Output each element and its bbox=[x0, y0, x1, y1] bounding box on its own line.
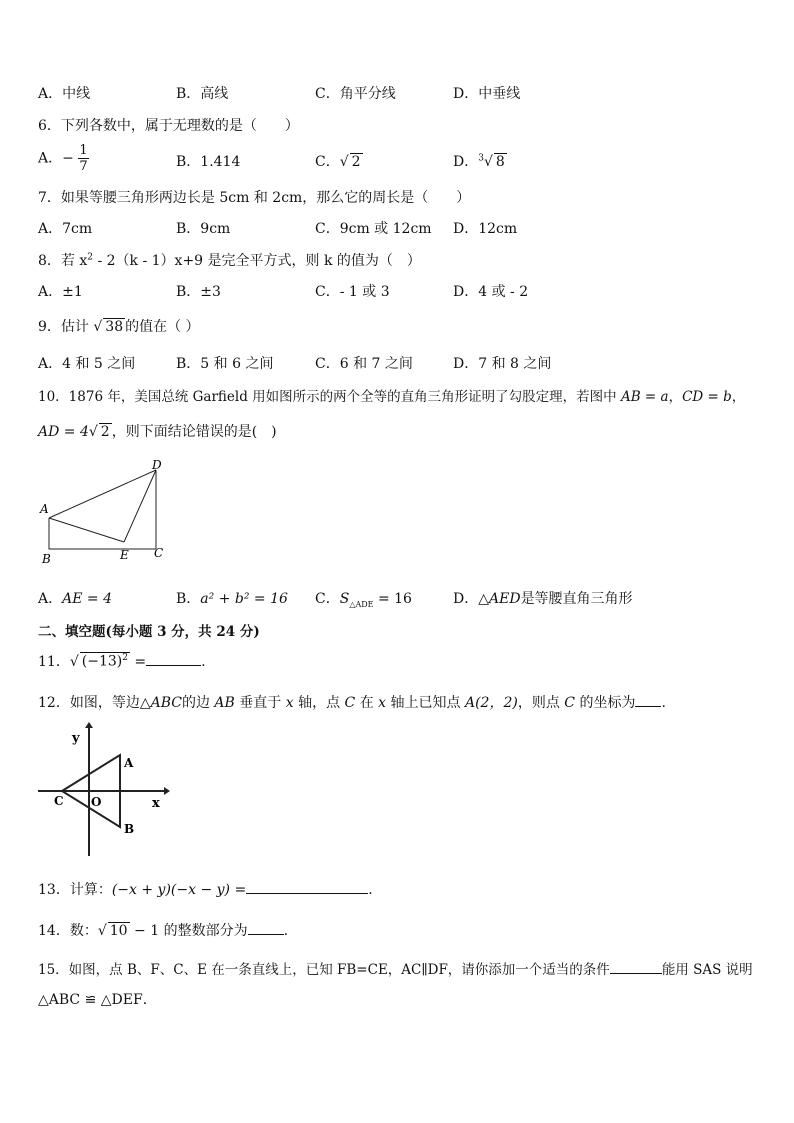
q11: 11．√ $(-13)^2$ = . bbox=[38, 653, 206, 670]
q6-option-b: B．1.414 bbox=[176, 154, 241, 170]
q9-stem: 9．估计 √ 38 的值在（ ） bbox=[38, 319, 200, 335]
q10-option-b: B．a² + b² = 16 bbox=[176, 591, 288, 607]
q12-label-b: B bbox=[124, 822, 135, 836]
q11-answer-blank[interactable] bbox=[146, 653, 201, 666]
q7-option-c: C．9cm 或 12cm bbox=[315, 221, 432, 237]
q12-stem: 12．如图，等边△ABC的边 AB 垂直于 x 轴，点 C 在 x 轴上已知点 A(2，2)，则点 C 的坐标为 . bbox=[38, 695, 666, 711]
q12-label-a: A bbox=[124, 756, 134, 770]
q10-label-b: B bbox=[42, 552, 51, 566]
q10-figure bbox=[36, 455, 176, 567]
q10-segment-ad bbox=[49, 470, 156, 518]
q5-option-b: B．高线 bbox=[176, 86, 229, 102]
q10-label-d: D bbox=[152, 458, 162, 472]
q12-label-x: x bbox=[152, 796, 160, 811]
q10-label-a: A bbox=[40, 502, 49, 516]
q12-label-o: O bbox=[91, 795, 102, 809]
q12-label-c: C bbox=[54, 794, 64, 808]
q9-option-b: B．5 和 6 之间 bbox=[176, 356, 274, 372]
q10-segment-ed bbox=[124, 470, 156, 542]
q10-option-d: D．△AED是等腰直角三角形 bbox=[453, 591, 633, 607]
q10-segment-ae bbox=[49, 518, 124, 542]
q13-answer-blank[interactable] bbox=[246, 881, 368, 894]
q10-label-e: E bbox=[120, 548, 129, 562]
q6-option-d: D．$^3$√ 8 bbox=[453, 153, 505, 170]
q5-option-d: D．中垂线 bbox=[453, 86, 521, 102]
q6-option-a: A．− $\frac{1}{7}$ bbox=[38, 143, 88, 174]
q10-stem-line2: AD = 4√ 2 ，则下面结论错误的是( ) bbox=[38, 424, 277, 440]
q5-option-c: C．角平分线 bbox=[315, 86, 396, 102]
q7-option-d: D．12cm bbox=[453, 221, 518, 237]
q10-option-c: C．$S_{\triangle ADE} = 16$ bbox=[315, 591, 412, 609]
q12-y-arrow-icon bbox=[85, 722, 93, 728]
q7-stem: 7．如果等腰三角形两边长是 5cm 和 2cm，那么它的周长是（ ） bbox=[38, 190, 471, 206]
q7-option-b: B．9cm bbox=[176, 221, 231, 237]
q12-figure bbox=[36, 722, 170, 860]
q12-label-y: y bbox=[72, 731, 80, 746]
q8-option-b: B．±3 bbox=[176, 284, 221, 300]
q14: 14．数：√ 10 − 1 的整数部分为 . bbox=[38, 923, 289, 939]
q10-option-a: A．AE = 4 bbox=[38, 591, 112, 607]
q8-option-a: A．±1 bbox=[38, 284, 83, 300]
q12-answer-blank[interactable] bbox=[635, 694, 661, 707]
q8-stem: 8．若 $x^2 - 2(k - 1)x+9$ 是完全平方式，则 k 的值为（ ） bbox=[38, 252, 421, 269]
q8-option-d: D．4 或 - 2 bbox=[453, 284, 529, 300]
q8-option-c: C．- 1 或 3 bbox=[315, 284, 390, 300]
q15-line1: 15．如图，点 B、F、C、E 在一条直线上，已知 FB=CE，AC∥DF，请你添加一个适当的条件 能用 SAS 说明 bbox=[38, 962, 753, 978]
q9-option-a: A．4 和 5 之间 bbox=[38, 356, 136, 372]
q7-option-a: A．7cm bbox=[38, 221, 93, 237]
q6-stem: 6．下列各数中，属于无理数的是（ ） bbox=[38, 118, 299, 134]
q10-label-c: C bbox=[154, 546, 164, 560]
q9-option-d: D．7 和 8 之间 bbox=[453, 356, 552, 372]
q9-option-c: C．6 和 7 之间 bbox=[315, 356, 413, 372]
q10-stem: 10．1876 年，美国总统 Garfield 用如图所示的两个全等的直角三角形证明了勾股定理，若图中 AB = a，CD = b， bbox=[38, 389, 746, 405]
section-2-title: 二、填空题(每小题 3 分，共 24 分) bbox=[38, 624, 260, 640]
q6-option-c: C．√ 2 bbox=[315, 154, 361, 170]
q15-line2: △ABC ≌ △DEF． bbox=[38, 992, 157, 1008]
q13: 13．计算：(−x + y)(−x − y) = . bbox=[38, 882, 373, 898]
q15-answer-blank[interactable] bbox=[610, 961, 662, 974]
q14-answer-blank[interactable] bbox=[248, 922, 284, 935]
q5-option-a: A．中线 bbox=[38, 86, 91, 102]
q12-x-arrow-icon bbox=[164, 787, 170, 795]
